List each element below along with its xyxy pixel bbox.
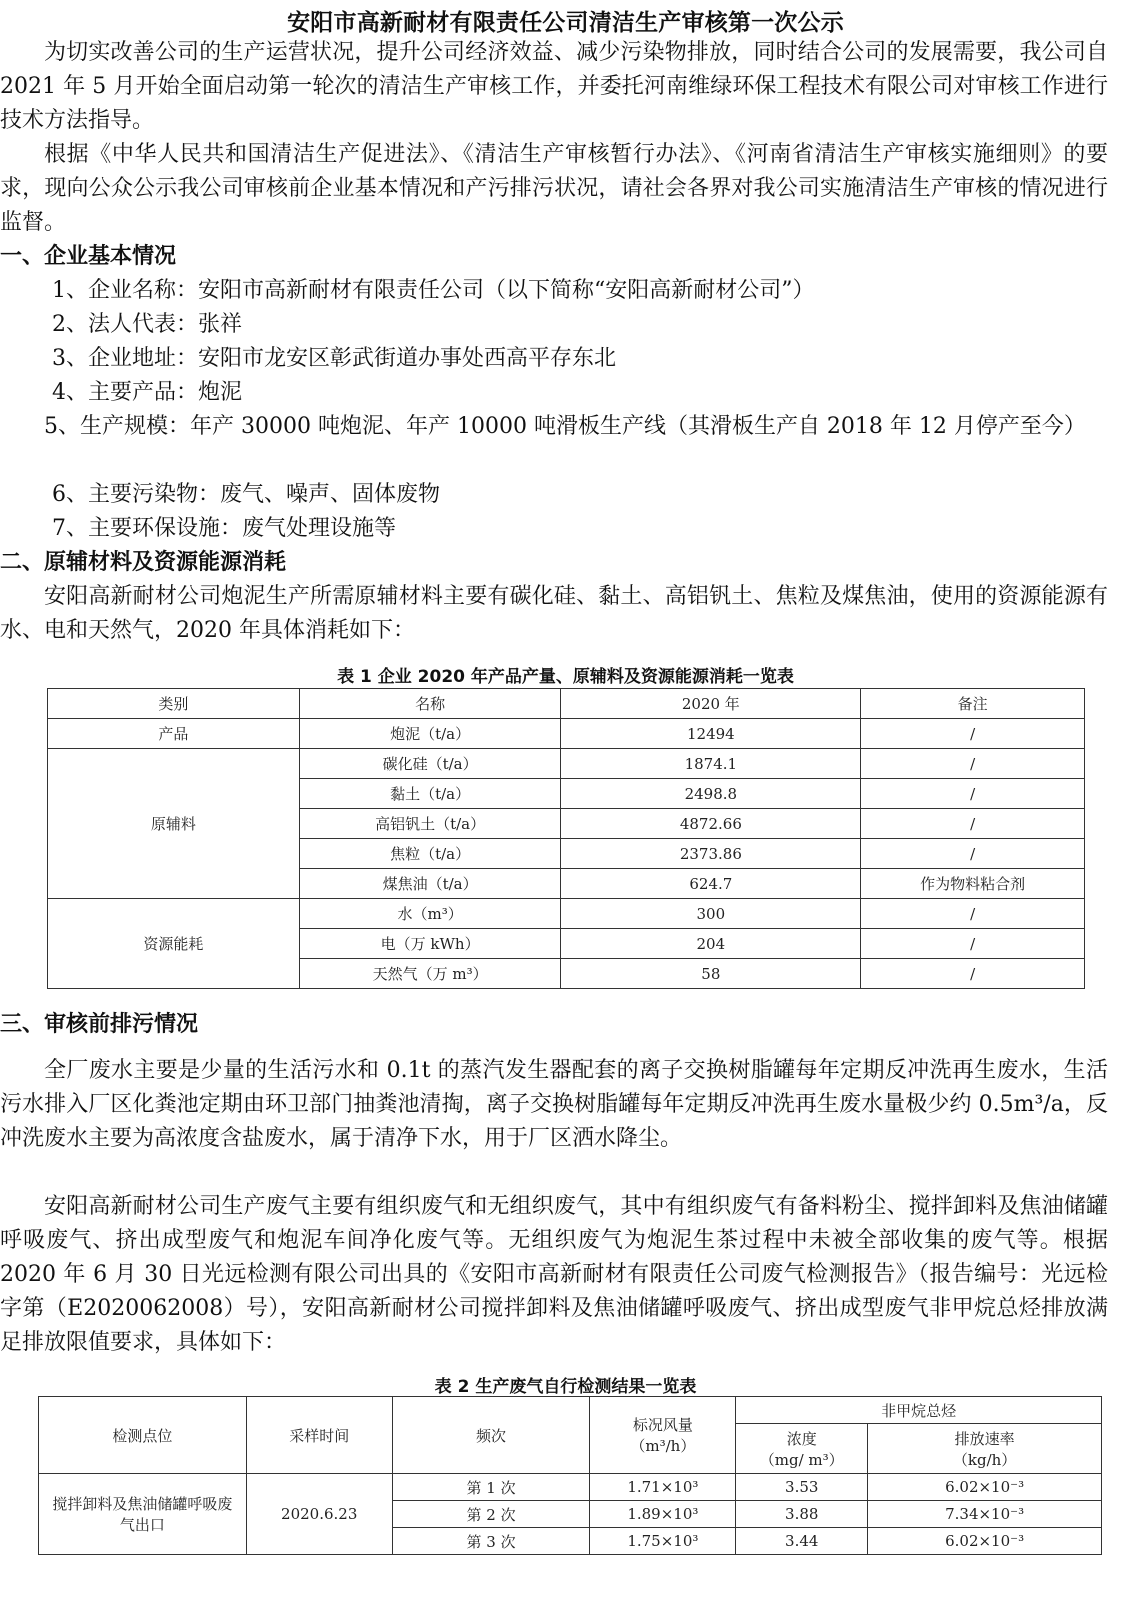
info-capacity: 5、生产规模：年产 30000 吨炮泥、年产 10000 吨滑板生产线（其滑板生产自 2018 年 12 月停产至今） [44, 414, 1086, 439]
info-address: 3、企业地址：安阳市龙安区彰武街道办事处西高平存东北 [52, 346, 616, 371]
info-main-product: 4、主要产品：炮泥 [52, 380, 242, 405]
frequency-cell: 第 3 次 [392, 1528, 590, 1555]
item-value: 204 [561, 929, 861, 959]
table1-caption: 表 1 企业 2020 年产品产量、原辅料及资源能源消耗一览表 [337, 667, 794, 687]
group-product: 产品 [48, 719, 300, 749]
item-name: 煤焦油（t/a） [299, 869, 561, 899]
emission-test-table [38, 1396, 1102, 1555]
item-value: 58 [561, 959, 861, 989]
header-rate-label: 排放速率 [954, 1429, 1015, 1448]
header-test-point: 检测点位 [39, 1397, 247, 1474]
item-name: 黏土（t/a） [299, 779, 561, 809]
header-concentration-unit: （mg/ m³） [759, 1450, 844, 1469]
table-header-row [39, 1397, 1102, 1424]
page-title: 安阳市高新耐材有限责任公司清洁生产审核第一次公示 [287, 10, 844, 36]
info-legal-rep: 2、法人代表：张祥 [52, 312, 242, 337]
header-concentration [736, 1424, 868, 1474]
header-sampling-time: 采样时间 [246, 1397, 392, 1474]
header-frequency: 频次 [392, 1397, 590, 1474]
header-rate [868, 1424, 1102, 1474]
item-note: 作为物料粘合剂 [861, 869, 1085, 899]
item-name: 天然气（万 m³） [299, 959, 561, 989]
header-category: 类别 [48, 689, 300, 719]
concentration-cell: 3.88 [736, 1501, 868, 1528]
consumption-table [47, 688, 1085, 989]
header-year: 2020 年 [561, 689, 861, 719]
item-value: 300 [561, 899, 861, 929]
item-name: 碳化硅（t/a） [299, 749, 561, 779]
item-note: / [861, 959, 1085, 989]
rate-cell: 6.02×10⁻³ [868, 1474, 1102, 1501]
table-row [39, 1474, 1102, 1501]
header-rate-unit: （kg/h） [952, 1450, 1017, 1469]
table-row [48, 719, 1085, 749]
test-point-cell: 搅拌卸料及焦油储罐呼吸废气出口 [39, 1474, 247, 1555]
section3-heading: 三、审核前排污情况 [0, 1012, 199, 1037]
item-value: 2373.86 [561, 839, 861, 869]
wastewater-paragraph: 全厂废水主要是少量的生活污水和 0.1t 的蒸汽发生器配套的离子交换树脂罐每年定期反冲洗再生废水，生活污水排入厂区化粪池定期由环卫部门抽粪池清掏，离子交换树脂罐每年定期反冲洗再生废水量极少约 0.5m³/a，反冲洗废水主要为高浓度含盐废水，属于清净下水，用于厂区洒水降尘。 [0, 1058, 1108, 1151]
item-name: 电（万 kWh） [299, 929, 561, 959]
info-company-name: 1、企业名称：安阳市高新耐材有限责任公司（以下简称“安阳高新耐材公司”） [52, 278, 815, 303]
concentration-cell: 3.44 [736, 1528, 868, 1555]
section2-paragraph: 安阳高新耐材公司炮泥生产所需原辅材料主要有碳化硅、黏土、高铝钒土、焦粒及煤焦油，使用的资源能源有水、电和天然气，2020 年具体消耗如下： [0, 584, 1108, 643]
section2-heading: 二、原辅材料及资源能源消耗 [0, 550, 287, 575]
header-flow-unit: （m³/h） [630, 1437, 696, 1455]
item-note: / [861, 779, 1085, 809]
table2-caption: 表 2 生产废气自行检测结果一览表 [434, 1377, 697, 1397]
item-note: / [861, 899, 1085, 929]
flow-cell: 1.75×10³ [590, 1528, 736, 1555]
group-raw-materials: 原辅料 [48, 749, 300, 899]
item-value: 1874.1 [561, 749, 861, 779]
item-note: / [861, 839, 1085, 869]
item-value: 4872.66 [561, 809, 861, 839]
item-name: 炮泥（t/a） [299, 719, 561, 749]
item-note: / [861, 719, 1085, 749]
concentration-cell: 3.53 [736, 1474, 868, 1501]
item-value: 624.7 [561, 869, 861, 899]
sampling-date-cell: 2020.6.23 [246, 1474, 392, 1555]
group-energy: 资源能耗 [48, 899, 300, 989]
table-row [48, 899, 1085, 929]
item-note: / [861, 749, 1085, 779]
info-pollutants: 6、主要污染物：废气、噪声、固体废物 [52, 482, 440, 507]
item-note: / [861, 809, 1085, 839]
item-value: 12494 [561, 719, 861, 749]
flow-cell: 1.89×10³ [590, 1501, 736, 1528]
table-header-row [48, 689, 1085, 719]
intro-paragraph-2: 根据《中华人民共和国清洁生产促进法》、《清洁生产审核暂行办法》、《河南省清洁生产审核实施细则》的要求，现向公众公示我公司审核前企业基本情况和产污排污状况，请社会各界对我公司实施清洁生产审核的情况进行监督。 [0, 142, 1108, 235]
rate-cell: 6.02×10⁻³ [868, 1528, 1102, 1555]
header-name: 名称 [299, 689, 561, 719]
table-row [48, 749, 1085, 779]
flow-cell: 1.71×10³ [590, 1474, 736, 1501]
exhaust-paragraph: 安阳高新耐材公司生产废气主要有组织废气和无组织废气，其中有组织废气有备料粉尘、搅拌卸料及焦油储罐呼吸废气、挤出成型废气和炮泥车间净化废气等。无组织废气为炮泥生茶过程中未被全部收集的废气等。根据 2020 年 6 月 30 日光远检测有限公司出具的《安阳市高新耐材有限责任公司废气检测报告》（报告编号：光远检字第（E2020062008）号），安阳高新耐材公司搅拌卸料及焦油储罐呼吸废气、挤出成型废气非甲烷总烃排放满足排放限值要求，具体如下： [0, 1194, 1108, 1355]
header-flow [590, 1397, 736, 1474]
rate-cell: 7.34×10⁻³ [868, 1501, 1102, 1528]
item-value: 2498.8 [561, 779, 861, 809]
header-concentration-label: 浓度 [786, 1429, 817, 1448]
frequency-cell: 第 2 次 [392, 1501, 590, 1528]
header-flow-label: 标况风量 [632, 1416, 693, 1434]
info-facilities: 7、主要环保设施：废气处理设施等 [52, 516, 396, 541]
item-note: / [861, 929, 1085, 959]
header-note: 备注 [861, 689, 1085, 719]
intro-paragraph-1: 为切实改善公司的生产运营状况，提升公司经济效益、减少污染物排放，同时结合公司的发展需要，我公司自 2021 年 5 月开始全面启动第一轮次的清洁生产审核工作，并委托河南维绿环保工程技术有限公司对审核工作进行技术方法指导。 [0, 40, 1108, 133]
header-nmhc: 非甲烷总烃 [736, 1397, 1102, 1424]
section1-heading: 一、企业基本情况 [0, 244, 177, 269]
item-name: 焦粒（t/a） [299, 839, 561, 869]
frequency-cell: 第 1 次 [392, 1474, 590, 1501]
item-name: 高铝钒土（t/a） [299, 809, 561, 839]
item-name: 水（m³） [299, 899, 561, 929]
